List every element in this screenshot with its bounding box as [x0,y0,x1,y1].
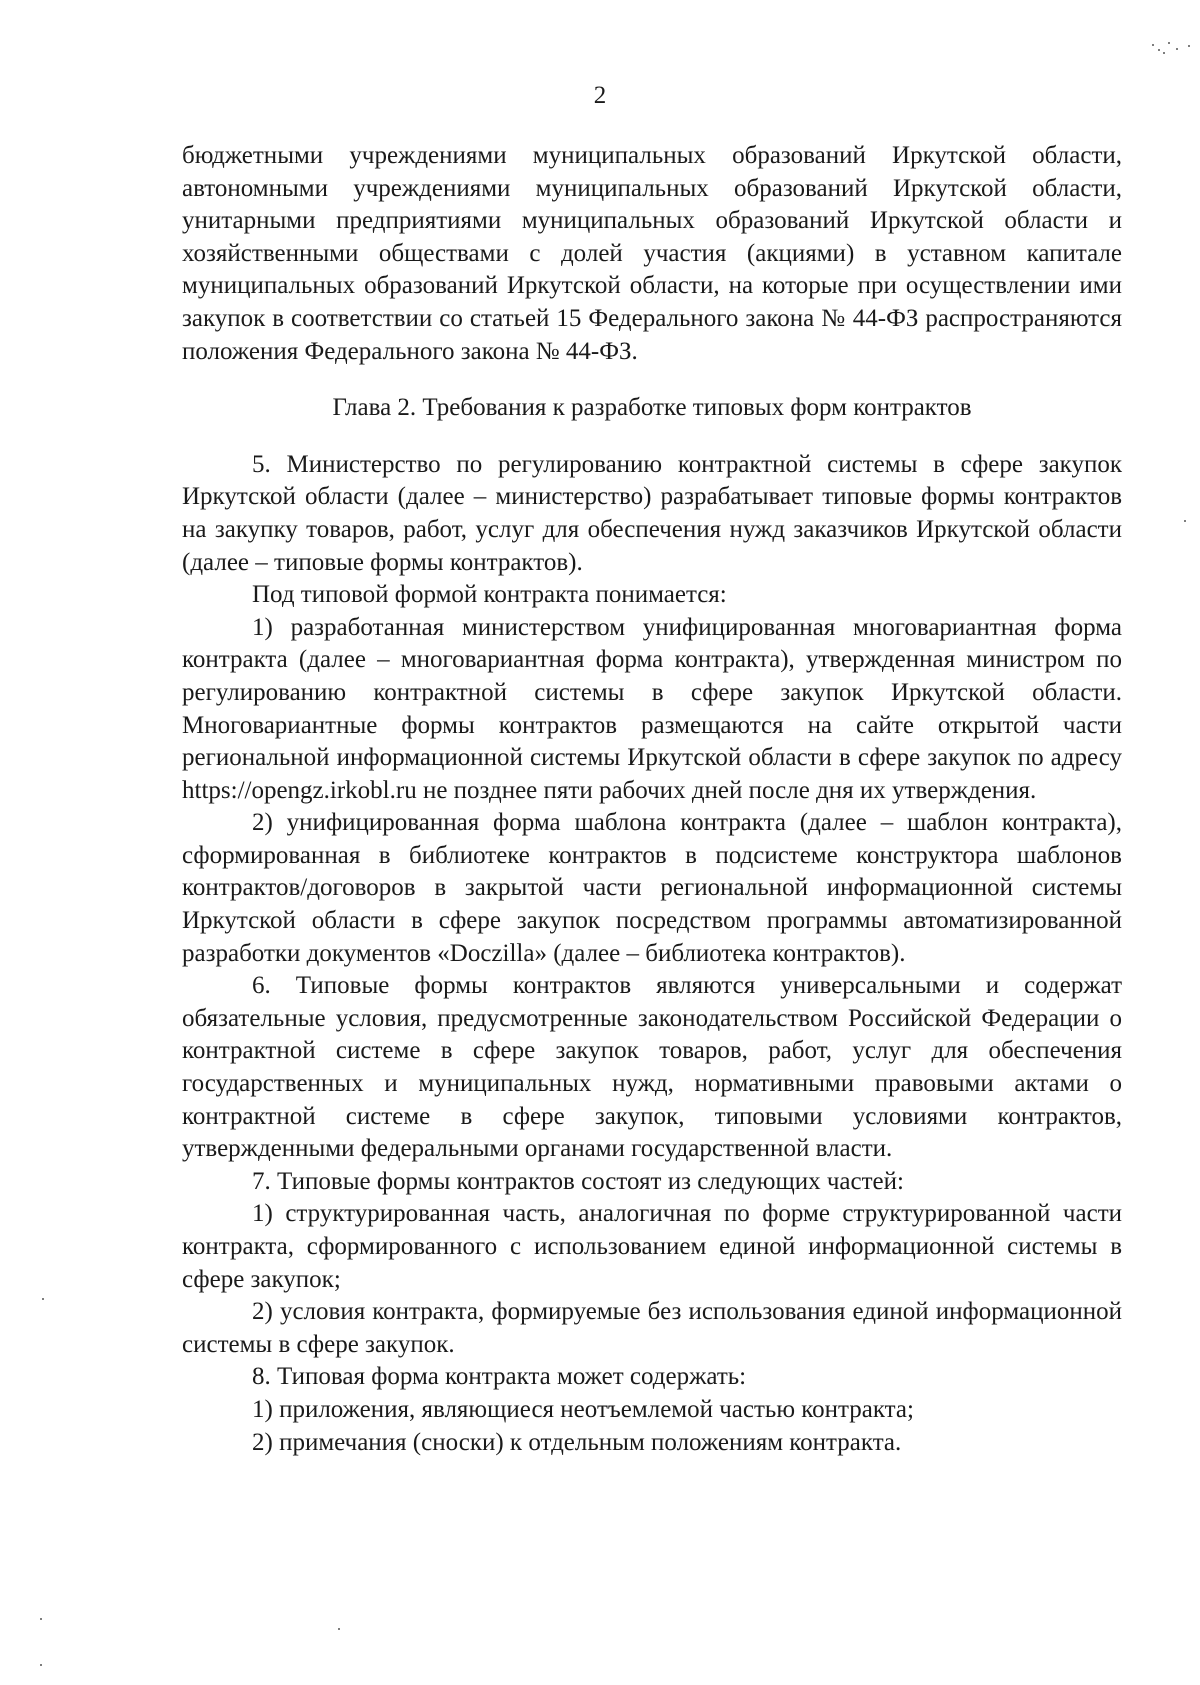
paragraph-5-item-2: 2) унифицированная форма шаблона контракта (далее – шаблон контракта), сформированная в библиотеке контрактов в подсистеме конструктора шаблонов контрактов/договоров в закрытой части региональной информационной системы Иркутской области в сфере закупок посредством программы автоматизированной разработки документов «Doczilla» (далее – библиотека контрактов). [182,809,1122,967]
chapter-title: Глава 2. Требования к разработке типовых форм контрактов [332,394,972,422]
intro-paragraph: бюджетными учреждениями муниципальных образований Иркутской области, автономными учреждениями муниципальных образований Иркутской области, унитарными предприятиями муниципальных образований Иркутской области и хозяйственными обществами с долей участия (акциями) в уставном капитале муниципальных образований Иркутской области, на которые при осуществлении ими закупок в соответствии со статьей 15 Федерального закона № 44-ФЗ распространяются положения Федерального закона № 44-ФЗ. [182,142,1122,365]
paragraph-7: 7. Типовые формы контрактов состоят из следующих частей: [252,1167,904,1195]
paragraph-8-item-2: 2) примечания (сноски) к отдельным положениям контракта. [252,1428,902,1456]
document-body [182,140,1122,1459]
paragraph-8: 8. Типовая форма контракта может содержать: [252,1363,747,1391]
paragraph-7-item-2: 2) условия контракта, формируемые без использования единой информационной системы в сфере закупок. [182,1298,1122,1358]
paragraph-6: 6. Типовые формы контрактов являются универсальными и содержат обязательные условия, предусмотренные законодательством Российской Федерации о контрактной системе в сфере закупок товаров, работ, услуг для обеспечения государственных и муниципальных нужд, нормативными правовыми актами о контрактной системе в сфере закупок, типовыми условиями контрактов, утвержденными федеральными органами государственной власти. [182,972,1122,1163]
paragraph-5: 5. Министерство по регулированию контрактной системы в сфере закупок Иркутской области (далее – министерство) разрабатывает типовые формы контрактов на закупку товаров, работ, услуг для обеспечения нужд заказчиков Иркутской области (далее – типовые формы контрактов). [182,450,1122,576]
page-number: 2 [593,82,607,109]
paragraph-8-item-1: 1) приложения, являющиеся неотъемлемой частью контракта; [252,1395,914,1423]
paragraph-7-item-1: 1) структурированная часть, аналогичная по форме структурированной части контракта, сформированного с использованием единой информационной системы в сфере закупок; [182,1200,1122,1293]
paragraph-5-item-1: 1) разработанная министерством унифицированная многовариантная форма контракта (далее – многовариантная форма контракта), утвержденная министром по регулированию контрактной системы в сфере закупок Иркутской области. Многовариантные формы контрактов размещаются на сайте открытой части региональной информационной системы Иркутской области в сфере закупок по адресу https://opengz.irkobl.ru не позднее пяти рабочих дней после дня их утверждения. [182,613,1122,804]
paragraph-definition-intro: Под типовой формой контракта понимается: [252,581,727,609]
